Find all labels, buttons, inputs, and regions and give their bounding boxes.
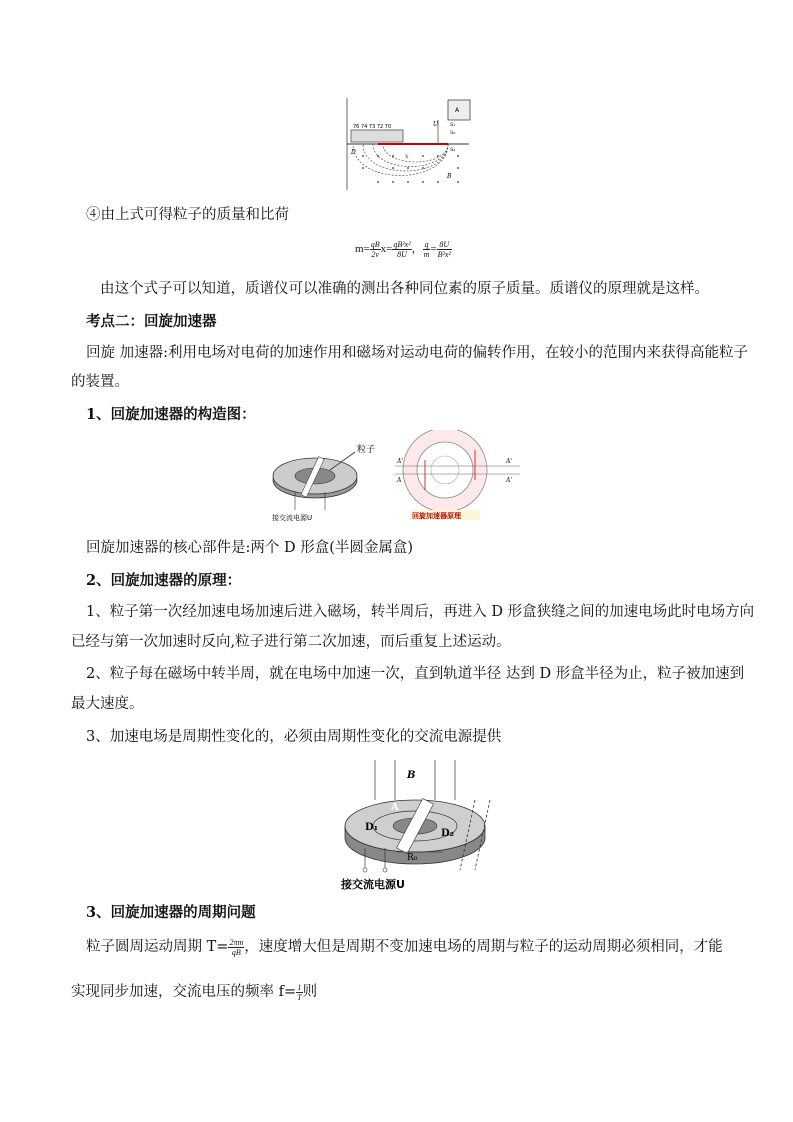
fig2-caption-left: 接交流电源U <box>272 514 313 522</box>
svg-text:S₂: S₂ <box>450 130 456 136</box>
frequency-fraction: $\frac{1}{T}$ <box>297 982 302 1002</box>
svg-text:x: x <box>405 153 409 160</box>
paragraph-core-parts: 回旋加速器的核心部件是:两个 D 形盒(半圆金属盒) <box>86 540 414 556</box>
cyclotron-structure-figure <box>270 430 525 526</box>
paragraph-definition-line1: 回旋 加速器:利用电场对电荷的加速作用和磁场对运动电荷的偏转作用，在较小的范围内来获得高能粒子 <box>86 345 748 361</box>
cyclotron-dbox-figure <box>325 760 495 895</box>
svg-text:D: D <box>351 149 356 156</box>
isotope-labels: 76 74 73 72 70 <box>353 124 392 130</box>
principle-item1-line2: 已经与第一次加速时反向,粒子进行第二次加速，而后重复上述运动。 <box>71 634 511 650</box>
label-R0: R₀ <box>407 853 418 863</box>
principle-item2-line2: 最大速度。 <box>71 696 144 712</box>
svg-text:B: B <box>447 173 452 180</box>
svg-text:S₃: S₃ <box>450 147 456 153</box>
fig3-caption: 接交流电源U <box>341 878 405 891</box>
period-formula-line: 粒子圆周运动周期 T= $\frac{2\pi m}{qB}$ ，速度增大但是周期不变加速电场的周期与粒子的运动周期必须相同，才能 <box>86 937 723 957</box>
paragraph-definition-line2: 的装置。 <box>71 374 129 390</box>
principle-item1-line1: 1、粒子第一次经加速电场加速后进入磁场，转半周后，再进入 D 形盒狭缝之间的加速电场此时电场方向 <box>86 604 755 620</box>
label-D1: D₁ <box>365 822 379 833</box>
svg-text:A': A' <box>397 458 403 465</box>
svg-text:A': A' <box>506 458 512 465</box>
svg-text:U: U <box>433 121 439 128</box>
principle-item2-line1: 2、粒子每在磁场中转半周，就在电场中加速一次，直到轨道半径 达到 D 形盒半径为止，粒子被加速到 <box>86 666 745 682</box>
frequency-line: 实现同步加速，交流电压的频率 f= $\frac{1}{T}$ 则 <box>71 982 318 1002</box>
paragraph-explanation: 由这个式子可以知道，质谱仪可以准确的测出各种同位素的原子质量。质谱仪的原理就是这样。 <box>100 281 709 297</box>
svg-text:A: A <box>455 107 460 114</box>
fig2-caption-right: 回旋加速器原理 <box>412 512 461 520</box>
section-heading-kaodian2: 考点二：回旋加速器 <box>86 313 217 330</box>
heading-structure: 1、回旋加速器的构造图： <box>86 406 256 423</box>
paragraph-result: ④由上式可得粒子的质量和比荷 <box>86 207 289 223</box>
label-D2: D₂ <box>441 828 455 839</box>
svg-text:A': A' <box>506 477 512 484</box>
period-fraction: $\frac{2\pi m}{qB}$ <box>229 937 244 957</box>
mass-ratio-formula: m= $\frac{qB}{2v}$ x= $\frac{\text{qB²x²}}{8U}$ ， $\frac{q}{m}$ = $\frac{8U}{\text{B²x²}}$ <box>355 240 451 259</box>
label-A: A <box>391 802 399 813</box>
svg-text:S₁: S₁ <box>450 122 456 128</box>
label-B: B <box>407 770 416 781</box>
principle-item3: 3、加速电场是周期性变化的，必须由周期性变化的交流电源提供 <box>86 729 502 745</box>
heading-principle: 2、回旋加速器的原理： <box>86 572 242 589</box>
mass-spectrometer-figure <box>343 96 473 192</box>
heading-period: 3、回旋加速器的周期问题 <box>86 904 256 921</box>
svg-text:A: A <box>397 477 402 484</box>
particle-label: 粒子 <box>357 445 376 455</box>
